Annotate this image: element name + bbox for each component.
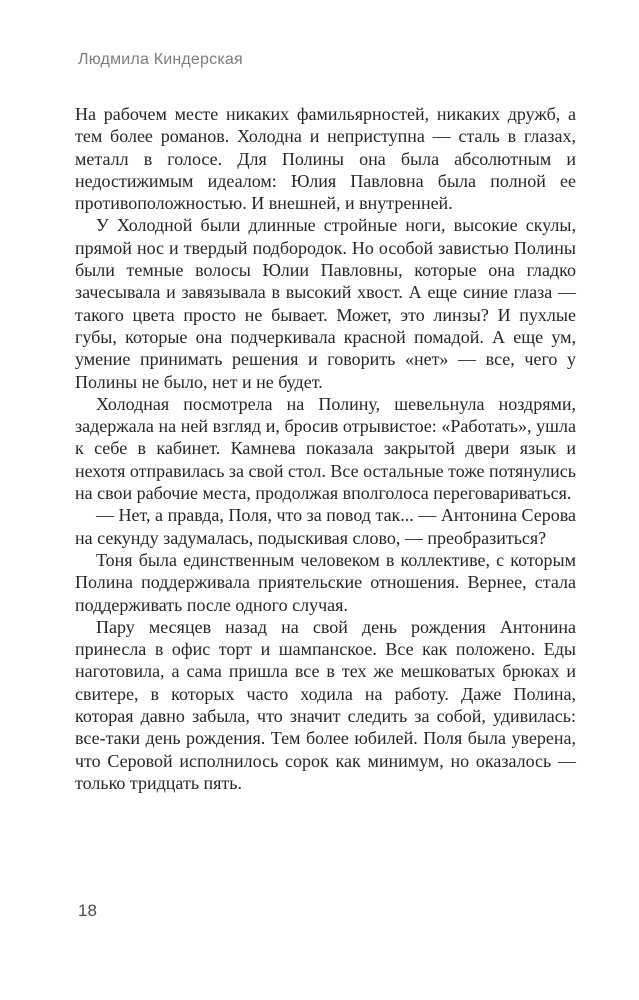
body-text-block [75, 103, 576, 794]
page-number: 18 [78, 901, 97, 920]
body-paragraph: Холодная посмотрела на Полину, шевельнула ноздрями, задержала на ней взгляд и, бросив отрывистое: «Работать», ушла к себе в кабинет. Камнева показала закрытой двери язык и нехотя отправилась за свой стол. Все остальные тоже потянулись на свои рабочие места, продолжая вполголоса переговариваться. [75, 393, 576, 504]
body-paragraph: На рабочем месте никаких фамильярностей, никаких дружб, а тем более романов. Холодна и неприступна — сталь в глазах, металл в голосе. Для Полины она была абсолютным и недостижимым идеалом: Юлия Павловна была полной ее противоположностью. И внешней, и внутренней. [75, 104, 576, 214]
body-paragraph: У Холодной были длинные стройные ноги, высокие скулы, прямой нос и твердый подбородок. Но особой завистью Полины были темные волосы Юлии Павловны, которые она гладко зачесывала и завязывала в высокий хвост. А еще синие глаза — такого цвета просто не бывает. Может, это линзы? И пухлые губы, которые она подчеркивала красной помадой. А еще ум, умение принимать решения и говорить «нет» — все, чего у Полины не было, нет и не будет. [75, 215, 576, 392]
body-paragraph: Тоня была единственным человеком в коллективе, с которым Полина поддерживала приятельские отношения. Вернее, стала поддерживать после одного случая. [75, 549, 576, 615]
running-header-author: Людмила Киндерская [78, 51, 243, 68]
body-paragraph: Пару месяцев назад на свой день рождения Антонина принесла в офис торт и шампанское. Все как положено. Еды наготовила, а сама пришла все в тех же мешковатых брюках и свитере, в которых часто ходила на работу. Даже Полина, которая давно забыла, что значит следить за собой, удивилась: все-таки день рождения. Тем более юбилей. Поля была уверена, что Серовой исполнилось сорок как минимум, но оказалось — только тридцать пять. [75, 616, 576, 793]
body-paragraph-dialogue: — Нет, а правда, Поля, что за повод так... — Антонина Серова на секунду задумалась, подыскивая слово, — преобразиться? [75, 505, 576, 548]
